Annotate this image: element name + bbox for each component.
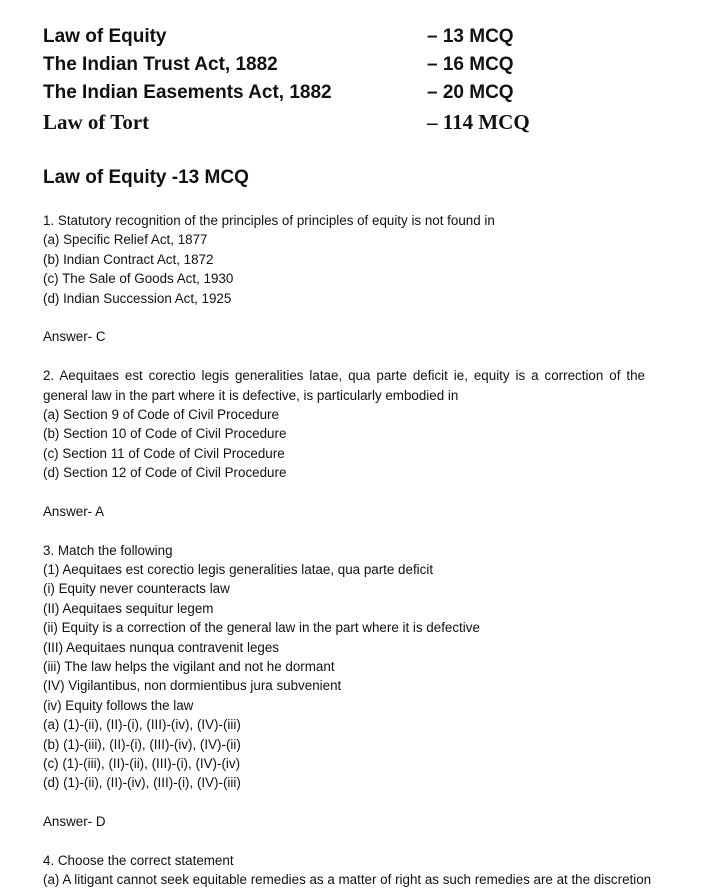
contents-title: The Indian Trust Act, 1882	[43, 54, 278, 75]
question-text: 4. Choose the correct statement	[43, 852, 234, 868]
match-item: (III) Aequitaes nunqua contravenit leges	[43, 639, 279, 655]
match-item: (iii) The law helps the vigilant and not he dormant	[43, 658, 335, 674]
option: (c) (1)-(iii), (II)-(ii), (III)-(i), (IV)-(iv)	[43, 755, 241, 771]
option: (b) (1)-(iii), (II)-(i), (III)-(iv), (IV)-(ii)	[43, 736, 241, 752]
option: (a) Specific Relief Act, 1877	[43, 232, 208, 248]
question-text: general law in the part where it is defective, is particularly embodied in	[43, 387, 459, 403]
option: (a) Section 9 of Code of Civil Procedure	[43, 406, 279, 422]
match-item: (iv) Equity follows the law	[43, 697, 194, 713]
contents-count: – 13 MCQ	[427, 26, 514, 47]
contents-row-easements-act	[43, 82, 643, 110]
match-item: (II) Aequitaes sequitur legem	[43, 600, 214, 616]
option: (d) (1)-(ii), (II)-(iv), (III)-(i), (IV)-(iii)	[43, 775, 241, 791]
match-item: (i) Equity never counteracts law	[43, 581, 230, 597]
contents-count: – 20 MCQ	[427, 82, 514, 103]
option: (b) Indian Contract Act, 1872	[43, 251, 214, 267]
option: (b) Section 10 of Code of Civil Procedure	[43, 426, 287, 442]
option: (a) (1)-(ii), (II)-(i), (III)-(iv), (IV)-(iii)	[43, 717, 241, 733]
contents-row-tort	[43, 110, 643, 138]
contents-count: – 16 MCQ	[427, 54, 514, 75]
question-text: 2. Aequitaes est corectio legis generalities latae, qua parte deficit ie, equity is a correction of the	[43, 368, 645, 384]
answer: Answer- D	[43, 814, 106, 830]
question-list	[43, 211, 652, 890]
match-item: (1) Aequitaes est corectio legis generalities latae, qua parte deficit	[43, 562, 434, 578]
option: (d) Indian Succession Act, 1925	[43, 290, 232, 306]
contents-count: – 114 MCQ	[427, 110, 530, 134]
contents-title: Law of Tort	[43, 110, 150, 134]
answer: Answer- A	[43, 503, 105, 519]
option: (a) A litigant cannot seek equitable remedies as a matter of right as such remedies are at the discretion	[43, 872, 652, 888]
contents-row-trust-act	[43, 54, 643, 82]
question-text: 1. Statutory recognition of the principles of principles of equity is not found in	[43, 213, 495, 228]
section-heading: Law of Equity -13 MCQ	[43, 167, 249, 188]
contents-row-equity	[43, 26, 643, 54]
option: (c) The Sale of Goods Act, 1930	[43, 271, 234, 287]
match-item: (IV) Vigilantibus, non dormientibus jura subvenient	[43, 678, 342, 694]
match-item: (ii) Equity is a correction of the general law in the part where it is defective	[43, 620, 480, 636]
option: (d) Section 12 of Code of Civil Procedure	[43, 465, 287, 481]
answer: Answer- C	[43, 329, 106, 345]
option: (c) Section 11 of Code of Civil Procedure	[43, 445, 285, 461]
contents-title: Law of Equity	[43, 26, 167, 47]
contents-list	[43, 26, 643, 138]
contents-title: The Indian Easements Act, 1882	[43, 82, 332, 103]
question-text: 3. Match the following	[43, 542, 173, 558]
